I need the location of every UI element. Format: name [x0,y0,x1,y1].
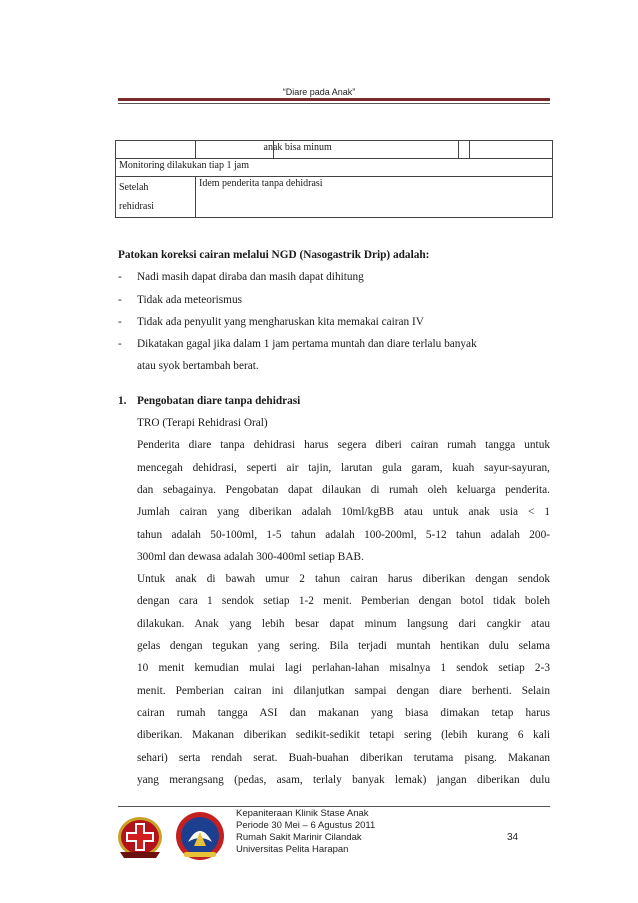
paragraph-line: tahun adalah 50-100ml, 1-5 tahun adalah 100-200ml, 5-12 tahun adalah 200- [137,528,550,541]
rehydration-table [115,140,553,218]
footer-logos [118,812,228,867]
paragraph-line: diberikan. Makanan diberikan sedikit-sedikit tetapi sering (lebih kurang 6 kali [137,729,550,742]
list-item: - Dikatakan gagal jika dalam 1 jam pertama muntah dan diare terlalu banyak [118,338,477,351]
paragraph-line: Penderita diare tanpa dehidrasi harus segera diberi cairan rumah tangga untuk [137,439,550,452]
table-cell [459,141,470,159]
table-row [116,141,553,159]
footer-institution-text [236,808,375,856]
table-cell [196,141,274,159]
list-item: - Tidak ada meteorismus [118,293,243,306]
footer-logos-svg [118,812,228,862]
table-cell: Setelah rehidrasi [116,177,196,218]
table-cell [470,141,553,159]
paragraph-line: sehari) serta rendah serat. Buah-buahan diberikan terutama pisang. Makanan [137,751,550,764]
table-cell: Monitoring dilakukan tiap 1 jam [116,159,553,177]
paragraph-line: dilakukan. Anak yang lebih besar dapat minum langsung dari cangkir atau [137,617,550,630]
section-heading: Patokan koreksi cairan melalui NGD (Nasogastrik Drip) adalah: [118,249,430,261]
item-subtitle: TRO (Terapi Rehidrasi Oral) [137,417,268,430]
list-item-continuation: atau syok bertambah berat. [137,360,259,373]
body-content [118,244,550,791]
table-cell [116,141,196,159]
footer-line: Rumah Sakit Marinir Cilandak [236,832,362,843]
footer-line: Kepaniteraan Klinik Stase Anak [236,808,369,819]
table-cell: anak bisa minum [374,141,459,159]
paragraph-line: yang merangsang (pedas, asam, terlaly banyak lemak) jangan diberikan dulu [137,773,550,786]
footer-line: Universitas Pelita Harapan [236,844,349,855]
paragraph-line: 10 menit kemudian mulai lagi perlahan-lahan misalnya 1 sendok setiap 2-3 [137,662,550,675]
university-emblem-icon [176,812,224,860]
paragraph-line: mencegah dehidrasi, seperti air tajin, larutan gula garam, kuah sayur-sayuran, [137,461,550,474]
list-item: - Nadi masih dapat diraba dan masih dapat dihitung [118,271,364,284]
table-row [116,177,553,218]
paragraph-line: cairan rumah tangga ASI dan makanan yang biasa dimakan tetap harus [137,706,550,719]
footer-rule [118,806,550,807]
page-header-title: “Diare pada Anak” [282,87,356,97]
header-rule-thick [118,98,550,101]
table-cell: Idem penderita tanpa dehidrasi [196,177,553,218]
item-heading: 1. Pengobatan diare tanpa dehidrasi [118,394,301,407]
paragraph-line: 300ml dan dewasa adalah 300-400ml setiap BAB. [137,550,364,563]
paragraph-line: Untuk anak di bawah umur 2 tahun cairan harus diberikan dengan sendok [137,573,550,586]
list-item: - Tidak ada penyulit yang mengharuskan kita memakai cairan IV [118,315,424,328]
paragraph-line: menit. Pemberian cairan ini dilanjutkan sampai dengan diare berhenti. Selain [137,684,550,697]
paragraph-line: dan sebagainya. Pengobatan dapat dilaukan di rumah oleh keluarga penderita. [137,483,550,496]
paragraph-line: dengan cara 1 sendok setiap 1-2 menit. Pemberian dengan botol tidak boleh [137,595,550,608]
red-cross-logo-icon [118,817,162,858]
footer-line: Periode 30 Mei – 6 Agustus 2011 [236,820,376,831]
page-number: 34 [507,832,519,843]
header-rule-thin [118,103,550,104]
paragraph-line: gelas dengan tegukan yang sering. Bila terjadi muntah hentikan dulu selama [137,640,550,653]
paragraph-line: Jumlah cairan yang diberikan adalah 10ml/kgBB atau untuk anak usia < 1 [137,506,550,519]
table-row [116,159,553,177]
